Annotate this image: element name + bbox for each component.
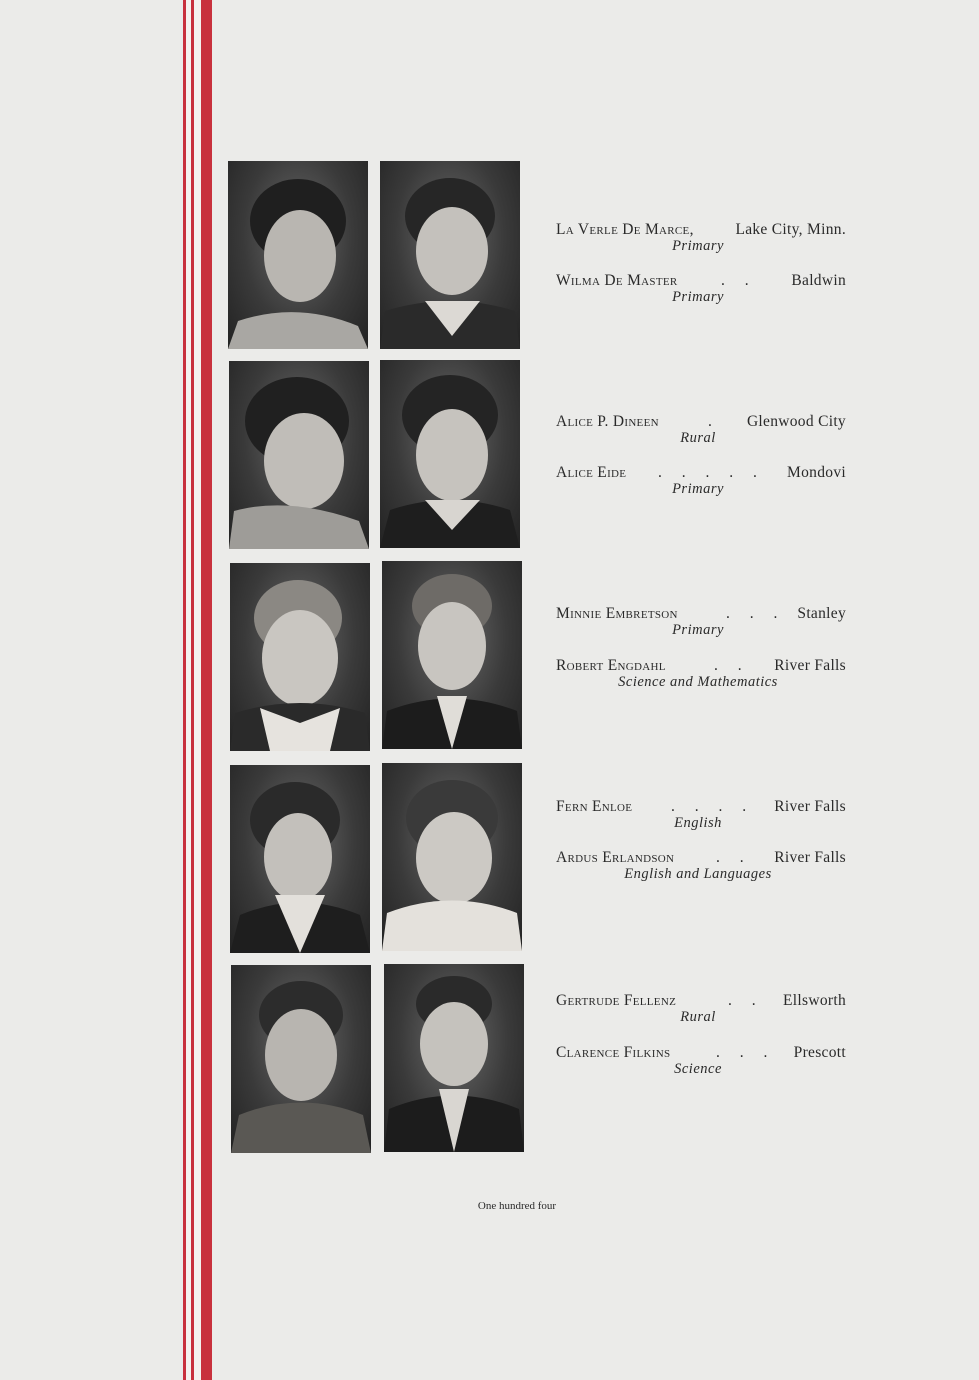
student-entry — [556, 849, 846, 883]
student-entry — [556, 1044, 846, 1078]
student-entry — [556, 413, 846, 447]
student-name: Alice P. Dineen — [556, 413, 659, 430]
leader-dots: . . . . — [671, 798, 755, 815]
student-name: Fern Enloe — [556, 798, 633, 815]
student-major: English and Languages — [624, 866, 772, 882]
student-name: Gertrude Fellenz — [556, 992, 677, 1009]
portrait-photo — [380, 360, 520, 548]
student-entry — [556, 464, 846, 498]
student-entry — [556, 992, 846, 1026]
student-hometown: Baldwin — [791, 272, 846, 289]
student-entry — [556, 798, 846, 832]
margin-rule — [194, 0, 201, 1380]
leader-dots: . . — [728, 992, 764, 1009]
portrait-photo — [228, 161, 368, 349]
student-major: Science — [674, 1061, 722, 1077]
student-major: Science and Mathematics — [618, 674, 778, 690]
portrait-photo — [382, 763, 522, 951]
leader-dots: . . — [721, 272, 757, 289]
student-hometown: Glenwood City — [746, 413, 846, 430]
student-hometown: River Falls — [774, 849, 846, 866]
student-major: Primary — [672, 238, 724, 254]
leader-dots: . . . . . — [658, 464, 765, 481]
student-entry — [556, 657, 846, 691]
portrait-photo — [382, 561, 522, 749]
student-hometown: Stanley — [797, 605, 846, 622]
student-entry — [556, 221, 846, 255]
page-number-footer: One hundred four — [477, 1200, 557, 1212]
leader-dots: . . . — [726, 605, 786, 622]
portrait-photo — [231, 965, 371, 1153]
student-hometown: Prescott — [793, 1044, 846, 1061]
student-name: Clarence Filkins — [556, 1044, 671, 1061]
portrait-photo — [384, 964, 524, 1152]
leader-dots: . . . — [716, 1044, 776, 1061]
student-major: English — [674, 815, 722, 831]
student-hometown: Mondovi — [787, 464, 846, 481]
student-major: Rural — [680, 1009, 716, 1025]
student-hometown: Ellsworth — [783, 992, 846, 1009]
student-entry — [556, 272, 846, 306]
student-name: Minnie Embretson — [556, 605, 678, 622]
portrait-photo — [230, 765, 370, 953]
student-hometown: River Falls — [774, 798, 846, 815]
leader-dots: . . — [714, 657, 750, 674]
student-name: La Verle De Marce, — [556, 221, 694, 238]
leader-dots: . — [708, 413, 720, 430]
student-hometown: River Falls — [774, 657, 846, 674]
student-major: Rural — [680, 430, 716, 446]
student-hometown: Lake City, Minn. — [735, 221, 846, 238]
student-major: Primary — [672, 622, 724, 638]
portrait-photo — [230, 563, 370, 751]
leader-dots: . . — [716, 849, 752, 866]
student-name: Alice Eide — [556, 464, 627, 481]
student-name: Wilma De Master — [556, 272, 678, 289]
student-major: Primary — [672, 481, 724, 497]
portrait-photo — [380, 161, 520, 349]
portrait-photo — [229, 361, 369, 549]
student-entry — [556, 605, 846, 639]
student-major: Primary — [672, 289, 724, 305]
student-name: Robert Engdahl — [556, 657, 666, 674]
margin-rule — [201, 0, 212, 1380]
student-name: Ardus Erlandson — [556, 849, 675, 866]
